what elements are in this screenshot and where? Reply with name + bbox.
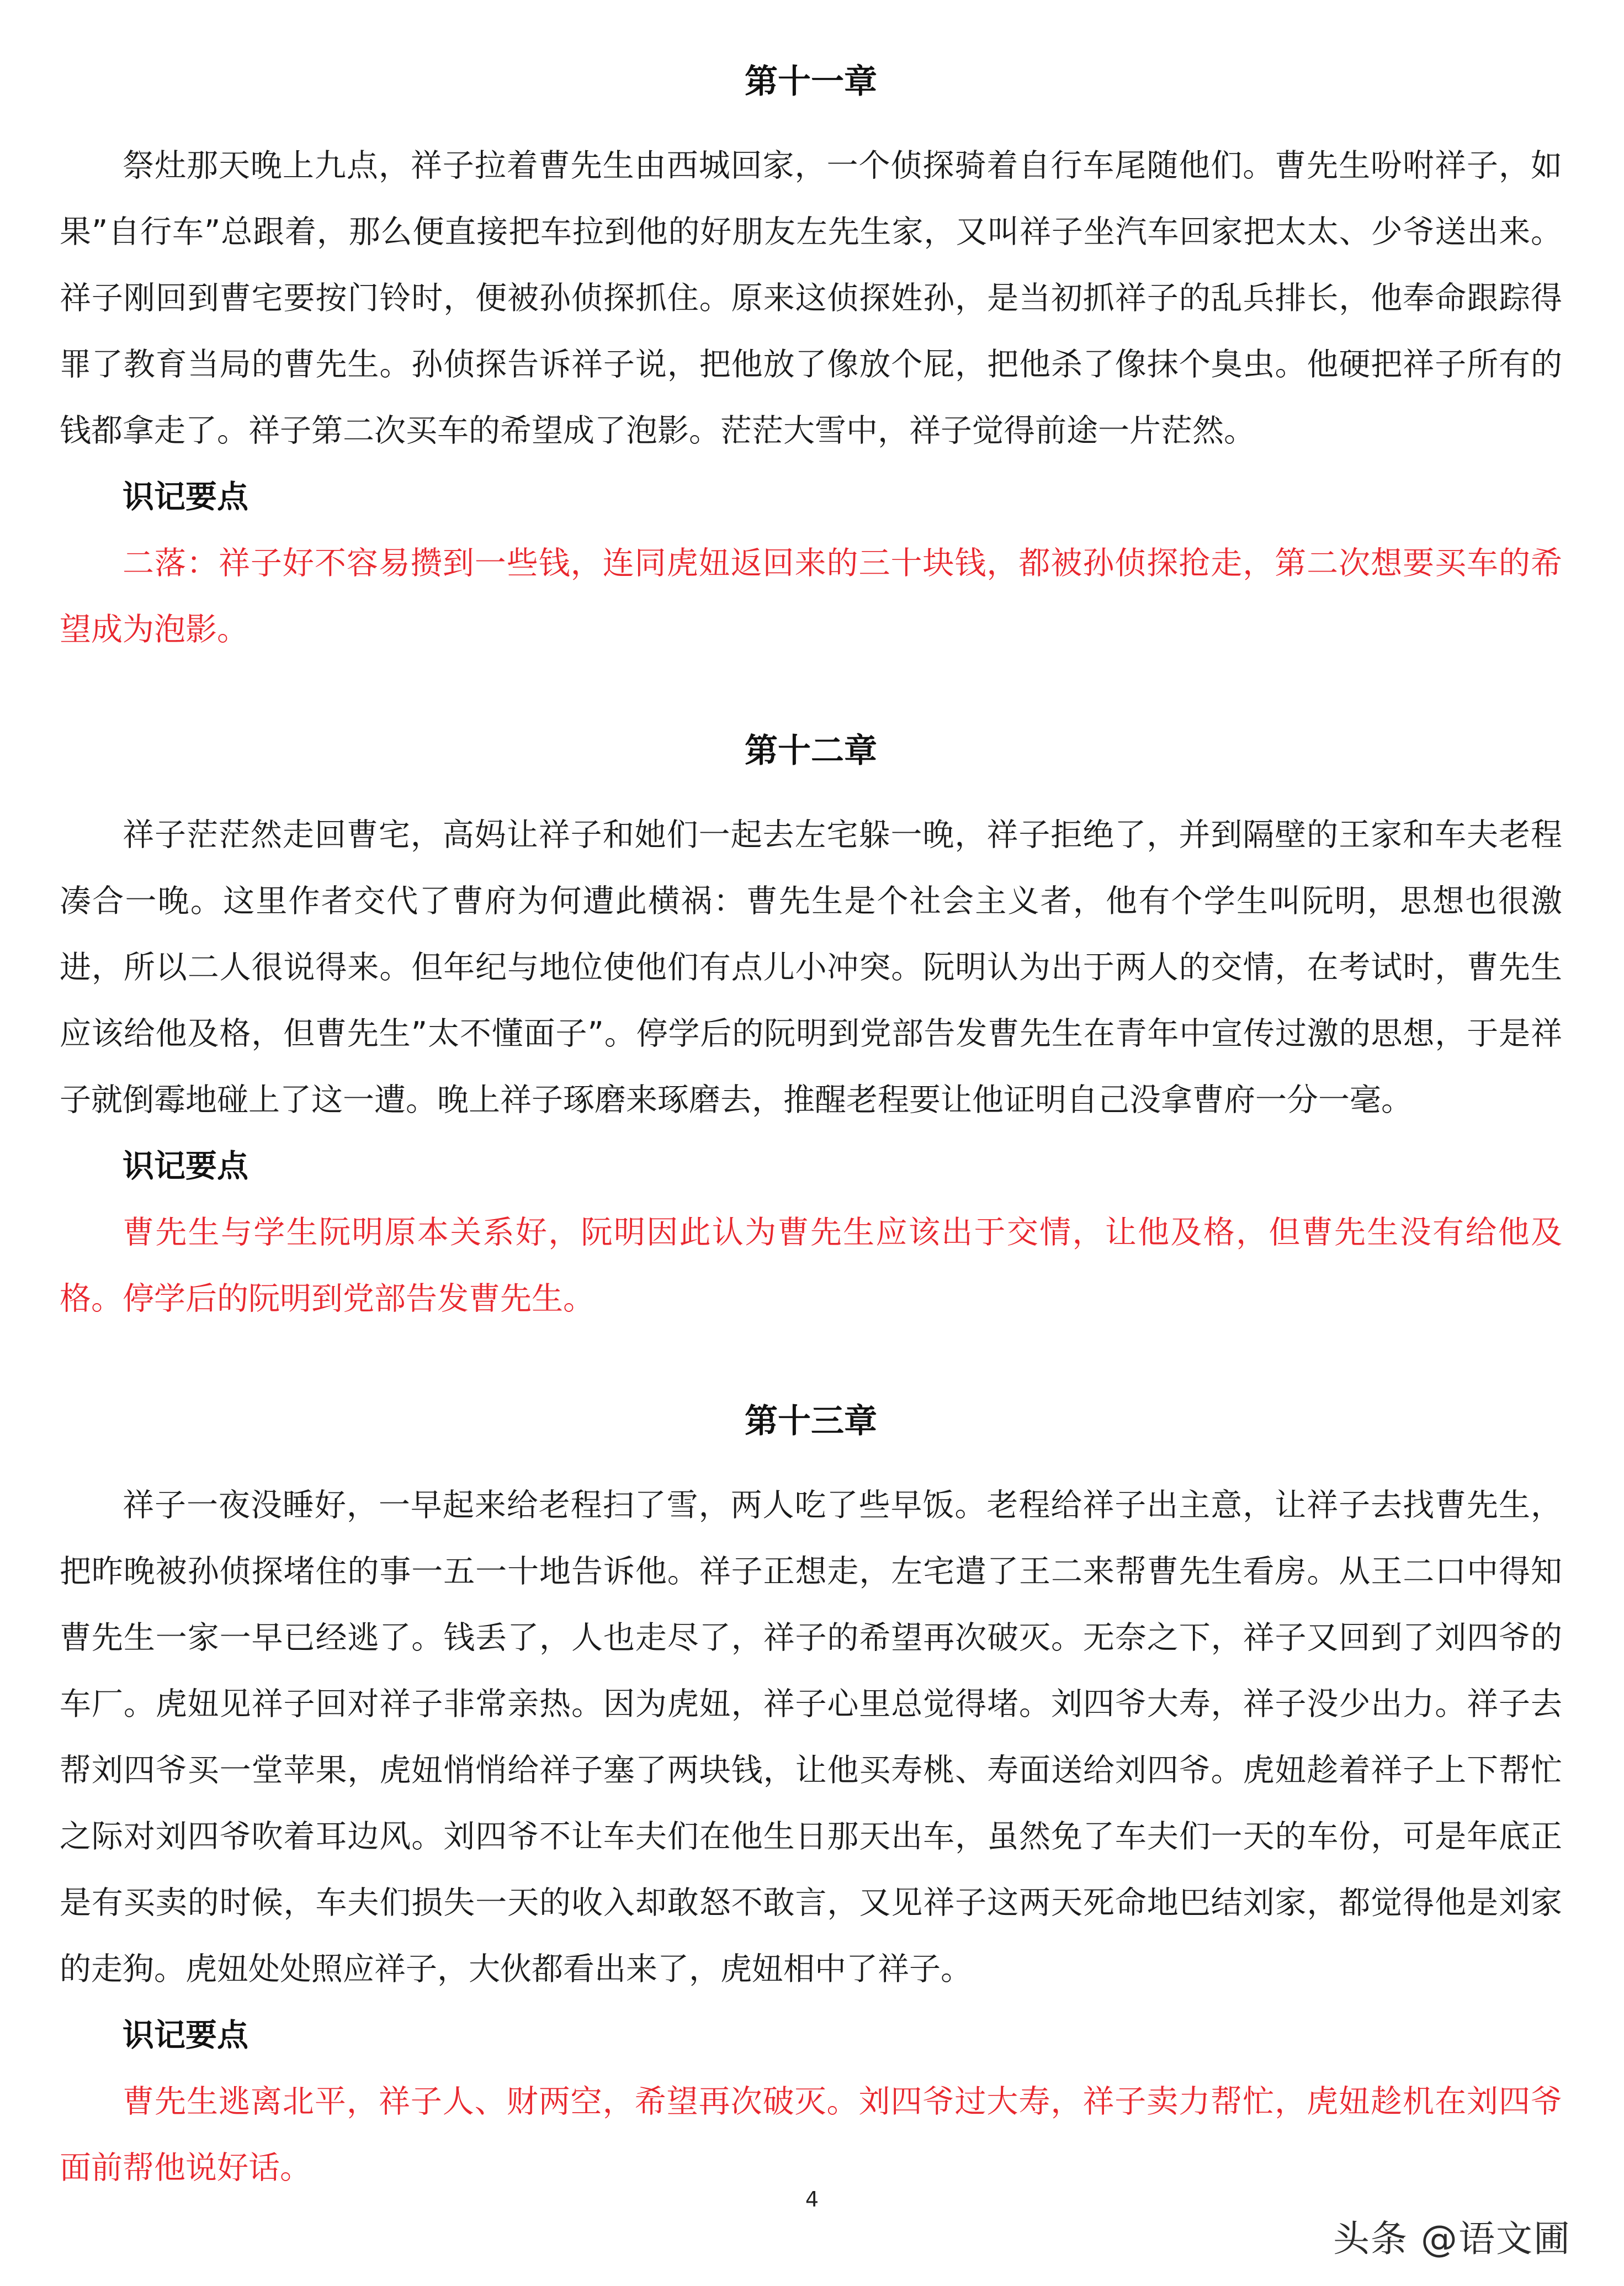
- chapter-section-11: [60, 60, 1562, 663]
- chapter-section-12: [60, 729, 1562, 1332]
- key-points-text: 二落：祥子好不容易攒到一些钱，连同虎妞返回来的三十块钱，都被孙侦探抢走，第二次想要买车的希望成为泡影。: [60, 545, 1562, 648]
- chapter-title: 第十二章: [745, 732, 877, 770]
- chapter-summary: 祥子一夜没睡好，一早起来给老程扫了雪，两人吃了些早饭。老程给祥子出主意，让祥子去找曹先生，把昨晚被孙侦探堵住的事一五一十地告诉他。祥子正想走，左宅遣了王二来帮曹先生看房。从王二口中得知曹先生一家一早已经逃了。钱丢了，人也走尽了，祥子的希望再次破灭。无奈之下，祥子又回到了刘四爷的车厂。虎妞见祥子回对祥子非常亲热。因为虎妞，祥子心里总觉得堵。刘四爷大寿，祥子没少出力。祥子去帮刘四爷买一堂苹果，虎妞悄悄给祥子塞了两块钱，让他买寿桃、寿面送给刘四爷。虎妞趁着祥子上下帮忙之际对刘四爷吹着耳边风。刘四爷不让车夫们在他生日那天出车，虽然免了车夫们一天的车份，可是年底正是有买卖的时候，车夫们损失一天的收入却敢怒不敢言，又见祥子这两天死命地巴结刘家，都觉得他是刘家的走狗。虎妞处处照应祥子，大伙都看出来了，虎妞相中了祥子。: [60, 1487, 1562, 1987]
- key-points-label: 识记要点: [123, 2017, 248, 2054]
- chapter-section-13: [60, 1399, 1562, 2201]
- chapter-title: 第十一章: [745, 62, 877, 101]
- key-points-label: 识记要点: [123, 1148, 248, 1184]
- chapter-summary: 祥子茫茫然走回曹宅，高妈让祥子和她们一起去左宅躲一晚，祥子拒绝了，并到隔壁的王家和车夫老程凑合一晚。这里作者交代了曹府为何遭此横祸：曹先生是个社会主义者，他有个学生叫阮明，思想也很激进，所以二人很说得来。但年纪与地位使他们有点儿小冲突。阮明认为出于两人的交情，在考试时，曹先生应该给他及格，但曹先生”太不懂面子”。停学后的阮明到党部告发曹先生在青年中宣传过激的思想，于是祥子就倒霉地碰上了这一遭。晚上祥子琢磨来琢磨去，推醒老程要让他证明自己没拿曹府一分一毫。: [60, 817, 1562, 1118]
- key-points-text: 曹先生与学生阮明原本关系好，阮明因此认为曹先生应该出于交情，让他及格，但曹先生没有给他及格。停学后的阮明到党部告发曹先生。: [60, 1214, 1562, 1317]
- watermark-text: 头条 @语文圃: [1333, 2218, 1571, 2260]
- chapter-summary: 祭灶那天晚上九点，祥子拉着曹先生由西城回家，一个侦探骑着自行车尾随他们。曹先生吩咐祥子，如果”自行车”总跟着，那么便直接把车拉到他的好朋友左先生家，又叫祥子坐汽车回家把太太、少爷送出来。祥子刚回到曹宅要按门铃时，便被孙侦探抓住。原来这侦探姓孙，是当初抓祥子的乱兵排长，他奉命跟踪得罪了教育当局的曹先生。孙侦探告诉祥子说，把他放了像放个屁，把他杀了像抹个臭虫。他硬把祥子所有的钱都拿走了。祥子第二次买车的希望成了泡影。茫茫大雪中，祥子觉得前途一片茫然。: [60, 147, 1562, 449]
- key-points-text: 曹先生逃离北平，祥子人、财两空，希望再次破灭。刘四爷过大寿，祥子卖力帮忙，虎妞趁机在刘四爷面前帮他说好话。: [60, 2083, 1562, 2186]
- chapter-title: 第十三章: [745, 1402, 877, 1441]
- page-number: 4: [805, 2187, 819, 2211]
- key-points-label: 识记要点: [123, 479, 248, 515]
